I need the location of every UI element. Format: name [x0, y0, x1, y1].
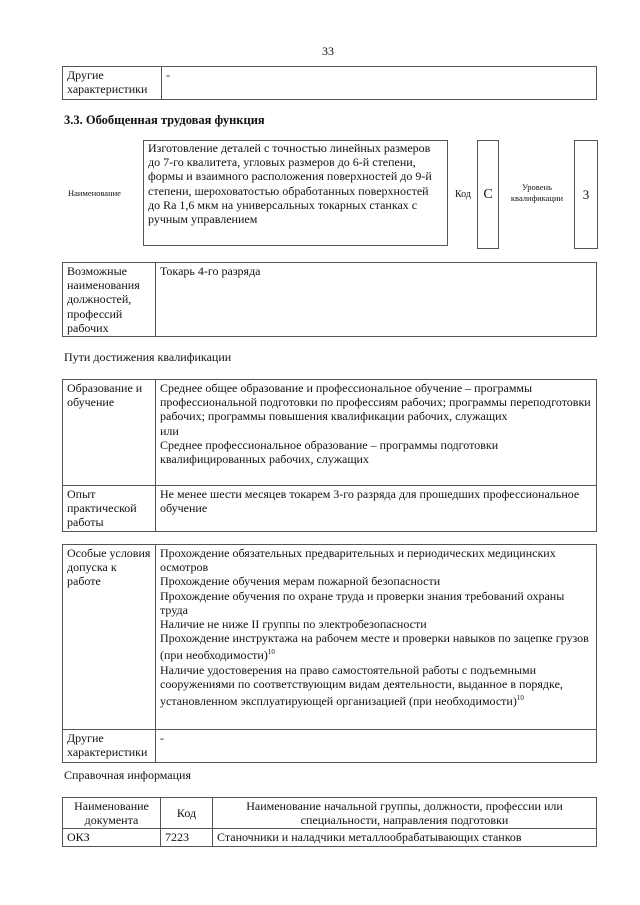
reference-table — [62, 797, 597, 847]
code-value: С — [477, 140, 499, 249]
name-label: Наименование — [68, 188, 121, 198]
education-line: Среднее общее образование и профессиональное обучение – программы профессиональной подготовки по профессиям рабочих; программы переподготовки рабочих; программы повышения квалификации рабочих, служащих — [160, 381, 591, 424]
admission-label: Особые условия допуска к работе — [63, 545, 156, 730]
positions-table — [62, 262, 597, 337]
experience-label: Опыт практической работы — [63, 486, 156, 532]
cell-name: Станочники и наладчики металлообрабатывающих станков — [213, 829, 597, 846]
header-doc: Наименование документа — [63, 798, 161, 829]
admission-line — [160, 631, 592, 662]
footnote-ref: 10 — [267, 648, 275, 657]
footnote-ref: 10 — [516, 694, 524, 703]
header-code: Код — [161, 798, 213, 829]
admission-value — [156, 545, 597, 730]
other-label: Другие характеристики — [63, 730, 156, 763]
other-value: - — [156, 730, 597, 763]
education-label: Образование и обучение — [63, 380, 156, 486]
education-line: или — [160, 423, 179, 438]
admission-line: Прохождение обучения мерам пожарной безопасности — [160, 574, 441, 589]
education-table — [62, 379, 597, 532]
header-name: Наименование начальной группы, должности, профессии или специальности, направления подготовки — [213, 798, 597, 829]
admission-line: Наличие не ниже II группы по электробезопасности — [160, 617, 427, 632]
function-name-box — [143, 140, 448, 246]
positions-label: Возможные наименования должностей, профессий рабочих — [63, 263, 156, 337]
admission-table — [62, 544, 597, 763]
reference-heading: Справочная информация — [64, 768, 191, 782]
level-value: 3 — [574, 140, 598, 249]
paths-heading: Пути достижения квалификации — [64, 350, 232, 364]
page-number: 33 — [322, 44, 334, 58]
cell-doc: ОКЗ — [63, 829, 161, 846]
admission-line: Прохождение обязательных предварительных и периодических медицинских осмотров — [160, 546, 556, 575]
label: Другие характеристики — [63, 67, 162, 100]
education-line: Среднее профессиональное образование – программы подготовки квалифицированных рабочих, служащих — [160, 437, 499, 467]
positions-value: Токарь 4-го разряда — [156, 263, 597, 337]
admission-line: Прохождение обучения по охране труда и проверки знания требований охраны труда — [160, 588, 565, 617]
education-value — [156, 380, 597, 486]
value: - — [162, 67, 597, 100]
admission-line — [160, 663, 592, 709]
level-label: Уровень квалификации — [510, 182, 564, 203]
experience-value: Не менее шести месяцев токарем 3-го разряда для прошедших профессиональное обучение — [156, 486, 597, 532]
admission-line-text: Прохождение инструктажа на рабочем месте и проверки навыков по зацепке грузов (при необходимости) — [160, 631, 589, 663]
cell-code: 7223 — [161, 829, 213, 846]
admission-line-text: Наличие удостоверения на право самостоятельной работы с подъемными сооружениями по соответствующим видам деятельности, выданное в порядке, установленном эксплуатирующей организацией (при необходимости) — [160, 662, 563, 709]
code-label: Код — [455, 189, 471, 200]
other-characteristics-top-table — [62, 66, 597, 100]
table-row — [63, 829, 597, 846]
section-heading: 3.3. Обобщенная трудовая функция — [64, 113, 265, 127]
function-name: Изготовление деталей с точностью линейных размеров до 7-го квалитета, угловых размеров до 6-й степени, формы и взаимного расположения поверхностей до 9-й степени, шероховатостью обработанных поверхностей до Ra 1,6 мкм на универсальных токарных станках с ручным управлением — [148, 141, 432, 227]
